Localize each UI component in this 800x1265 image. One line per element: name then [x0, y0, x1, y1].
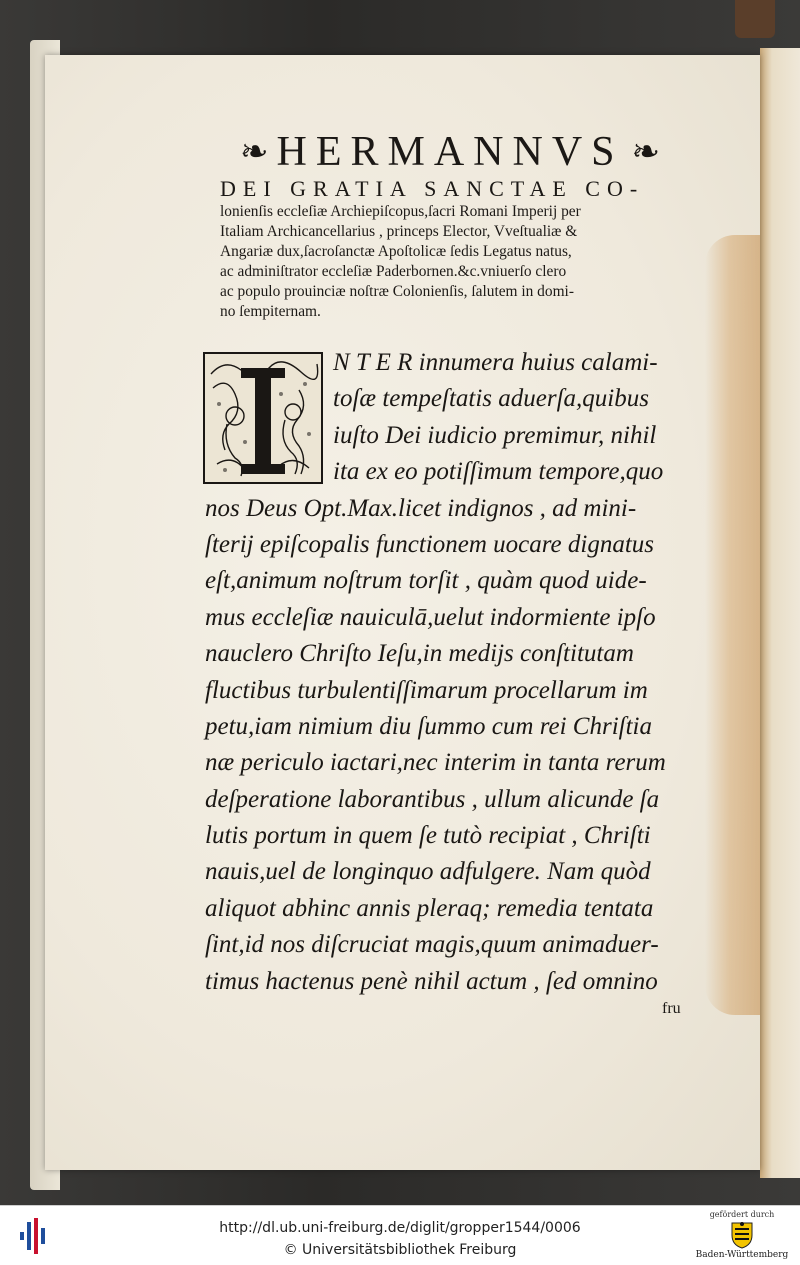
intro-line: ac populo prouinciæ noſtræ Colonienſis, ſalutem in domi- — [220, 283, 574, 300]
text-line: lutis portum in quem ſe tutò recipiat , Chriſti — [205, 822, 651, 850]
text-line: ita ex eo potiſſimum tempore,quo — [333, 458, 664, 486]
viewer-footer — [0, 1205, 800, 1265]
subtitle: DEI GRATIA SANCTAE CO- — [220, 176, 645, 201]
intro-line: Italiam Archicancellarius , princeps Elector, Vveſtualiæ & — [220, 223, 578, 240]
title-row — [205, 128, 695, 176]
copyright-notice: © Universitätsbibliothek Freiburg — [283, 1242, 517, 1258]
text-line: ſint,id nos diſcruciat magis,quum animaduer- — [205, 931, 659, 959]
permalink-url[interactable]: http://dl.ub.uni-freiburg.de/diglit/gropper1544/0006 — [219, 1220, 581, 1236]
text-line: iuſto Dei iudicio premimur, nihil — [333, 421, 657, 449]
funding-name: Baden-Württemberg — [695, 1250, 789, 1260]
text-line: fluctibus turbulentiſſimarum procellarum im — [205, 676, 648, 704]
hedera-leaf-icon: ❧ — [631, 132, 661, 172]
text-line: mus eccleſiæ nauiculā,uelut indormiente ipſo — [205, 603, 656, 631]
funding-badge[interactable] — [694, 1210, 790, 1260]
text-line: timus hactenus penè nihil actum , ſed omnino — [205, 967, 658, 995]
binding-tab — [735, 0, 775, 38]
body-text — [205, 345, 695, 1000]
text-line: nauclero Chriſto Ieſu,in medijs conſtitutam — [205, 640, 634, 668]
baden-wuerttemberg-crest-icon — [729, 1221, 755, 1249]
text-line: toſæ tempeſtatis aduerſa,quibus — [333, 385, 649, 413]
text-line: petu,iam nimium diu ſummo cum rei Chriſtia — [205, 712, 652, 740]
text-line: aliquot abhinc annis pleraq; remedia tentata — [205, 894, 654, 922]
page-title: HERMANNVS — [276, 129, 624, 175]
funding-label: gefördert durch — [709, 1210, 775, 1219]
intro-line: ac adminiſtrator eccleſiæ Paderbornen.&c.vniuerſo clero — [220, 263, 567, 280]
text-line: næ periculo iactari,nec interim in tanta rerum — [205, 749, 666, 777]
water-stain — [705, 235, 760, 1015]
intro-paragraph — [220, 202, 690, 322]
text-line: deſperatione laborantibus , ullum alicunde ſa — [205, 785, 660, 813]
text-line: eſt,animum noſtrum torſit , quàm quod uide- — [205, 567, 647, 595]
hedera-leaf-icon: ❧ — [239, 132, 269, 172]
text-line: nos Deus Opt.Max.licet indignos , ad mini- — [205, 494, 637, 522]
intro-line: lonienſis eccleſiæ Archiepiſcopus,ſacri Romani Imperij per — [220, 203, 581, 220]
intro-line: no ſempiternam. — [220, 303, 321, 320]
text-line: nauis,uel de longinquo adfulgere. Nam quòd — [205, 858, 651, 886]
catchword: fru — [662, 1000, 681, 1017]
text-line: N T E R innumera huius calami- — [333, 349, 658, 376]
intro-line: Angariæ dux,ſacroſanctæ Apoſtolicæ ſedis Legatus natus, — [220, 243, 572, 260]
facing-page-edge — [760, 48, 800, 1178]
text-line: ſterij epiſcopalis functionem uocare dignatus — [205, 530, 655, 558]
